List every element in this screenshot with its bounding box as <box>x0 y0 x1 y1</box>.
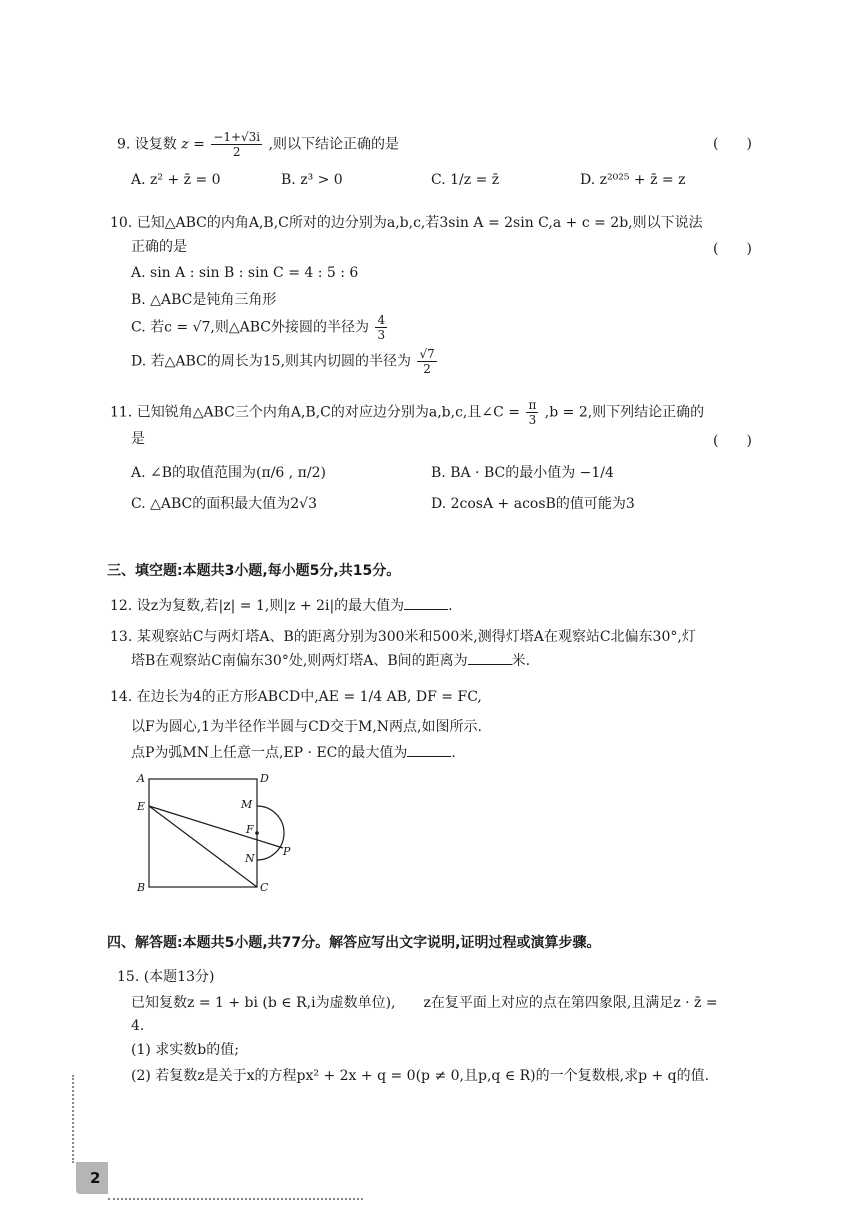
q13-answer-blank[interactable] <box>468 652 512 665</box>
q14-stem-line1: 14. 在边长为4的正方形ABCD中,AE = 1/4 AB, DF = FC, <box>110 689 482 705</box>
q14-stem-line3: 点P为弧MN上任意一点,EP · EC的最大值为 . <box>131 745 456 761</box>
label-a: A <box>137 772 145 785</box>
q9-answer-bracket: ( ) <box>713 136 752 152</box>
q12-stem: 12. 设z为复数,若|z| = 1,则|z + 2i|的最大值为 . <box>110 598 453 614</box>
q11-option-d: D. 2cosA + acosB的值可能为3 <box>431 496 635 512</box>
q14-answer-blank[interactable] <box>407 744 451 757</box>
q10-answer-bracket: ( ) <box>713 241 752 257</box>
q14-stem-line2: 以F为圆心,1为半径作半圆与CD交于M,N两点,如图所示. <box>131 719 482 735</box>
q9-frac-den: 2 <box>232 145 241 159</box>
q11-stem-a: 11. 已知锐角△ABC三个内角A,B,C的对应边分别为a,b,c,且∠C = <box>110 404 520 421</box>
semicircle-mn <box>257 806 284 860</box>
label-b: B <box>137 881 146 894</box>
q11-stem-b: ,b = 2,则下列结论正确的 <box>544 404 705 421</box>
q13-unit: 米. <box>511 653 531 669</box>
q14-text: 点P为弧MN上任意一点,EP · EC的最大值为 <box>131 745 408 761</box>
q9-option-c: C. 1/z = z̄ <box>431 172 500 188</box>
q9-z-eq: z = <box>181 136 205 153</box>
point-f <box>255 831 259 835</box>
q11-option-c: C. △ABC的面积最大值为2√3 <box>131 496 317 512</box>
q10-stem-line1: 10. 已知△ABC的内角A,B,C所对的边分别为a,b,c,若3sin A = 2sin C,a + c = 2b,则以下说法 <box>110 215 703 231</box>
q11-fraction <box>526 398 538 427</box>
q11-option-a: A. ∠B的取值范围为(π/6 , π/2) <box>131 465 326 481</box>
section4-heading: 四、解答题:本题共5小题,共77分。解答应写出文字说明,证明过程或演算步骤。 <box>107 935 601 951</box>
q15-part2: (2) 若复数z是关于x的方程px² + 2x + q = 0(p ≠ 0,且p,q ∈ R)的一个复数根,求p + q的值. <box>131 1068 710 1084</box>
q11-frac-num: π <box>528 398 537 412</box>
q11-stem-line2: 是 <box>131 431 145 447</box>
q11-answer-bracket: ( ) <box>713 433 752 449</box>
label-n: N <box>245 852 255 865</box>
q10-option-d-num: √7 <box>419 347 435 361</box>
q12-answer-blank[interactable] <box>404 597 448 610</box>
label-p: P <box>283 845 291 858</box>
label-m: M <box>241 798 253 811</box>
q9-stem <box>117 130 399 159</box>
q10-option-c <box>131 313 389 342</box>
q13-text: 塔B在观察站C南偏东30°处,则两灯塔A、B间的距离为 <box>131 653 468 669</box>
q12-text: 12. 设z为复数,若|z| = 1,则|z + 2i|的最大值为 <box>110 598 405 614</box>
q15-line2: 4. <box>131 1018 145 1034</box>
q9-option-b: B. z³ > 0 <box>281 172 343 188</box>
page-edge-dots-vertical <box>72 1075 74 1163</box>
q10-option-d-text: D. 若△ABC的周长为15,则其内切圆的半径为 <box>131 353 412 370</box>
q10-option-c-text: C. 若c = √7,则△ABC外接圆的半径为 <box>131 319 369 336</box>
q10-stem-line2: 正确的是 <box>131 239 187 255</box>
q9-frac-num: −1+√3i <box>213 130 261 144</box>
q14-figure <box>130 768 300 898</box>
q9-prefix: 9. 设复数 <box>117 136 177 153</box>
q9-option-a: A. z² + z̄ = 0 <box>131 172 221 188</box>
q11-stem-line1 <box>110 398 704 427</box>
q15-part1: (1) 求实数b的值; <box>131 1042 239 1058</box>
label-e: E <box>137 800 146 813</box>
label-d: D <box>260 772 269 785</box>
q10-option-b: B. △ABC是钝角三角形 <box>131 292 277 308</box>
q15-header: 15. (本题13分) <box>117 969 215 985</box>
q10-option-d-fraction <box>417 347 436 376</box>
q9-suffix: ,则以下结论正确的是 <box>268 136 400 153</box>
q10-option-c-num: 4 <box>377 313 386 327</box>
q10-option-c-fraction <box>375 313 387 342</box>
q15-line1: 已知复数z = 1 + bi (b ∈ R,i为虚数单位), z在复平面上对应的点在第四象限,且满足z · z̄ = <box>131 995 718 1011</box>
segment-ep <box>149 806 283 848</box>
page-edge-dots-horizontal <box>108 1198 363 1200</box>
page-number: 2 <box>90 1169 101 1187</box>
q13-stem-line2 <box>131 652 530 670</box>
label-c: C <box>260 881 269 894</box>
q11-option-b: B. BA · BC的最小值为 −1/4 <box>431 465 614 481</box>
q13-stem-line1: 13. 某观察站C与两灯塔A、B的距离分别为300米和500米,测得灯塔A在观察站C北偏东30°,灯 <box>110 629 696 645</box>
section3-heading: 三、填空题:本题共3小题,每小题5分,共15分。 <box>107 563 401 579</box>
square-abcd <box>149 779 257 887</box>
q10-option-a: A. sin A : sin B : sin C = 4 : 5 : 6 <box>131 265 359 281</box>
segment-ec <box>149 806 257 887</box>
label-f: F <box>246 823 254 836</box>
q10-option-c-den: 3 <box>377 328 386 342</box>
q9-fraction <box>211 130 262 159</box>
q9-option-d: D. z²⁰²⁵ + z̄ = z <box>580 172 686 188</box>
q10-option-d-den: 2 <box>423 362 431 376</box>
q10-option-d <box>131 347 439 376</box>
q11-frac-den: 3 <box>528 413 537 427</box>
page-number-tab <box>76 1162 108 1194</box>
